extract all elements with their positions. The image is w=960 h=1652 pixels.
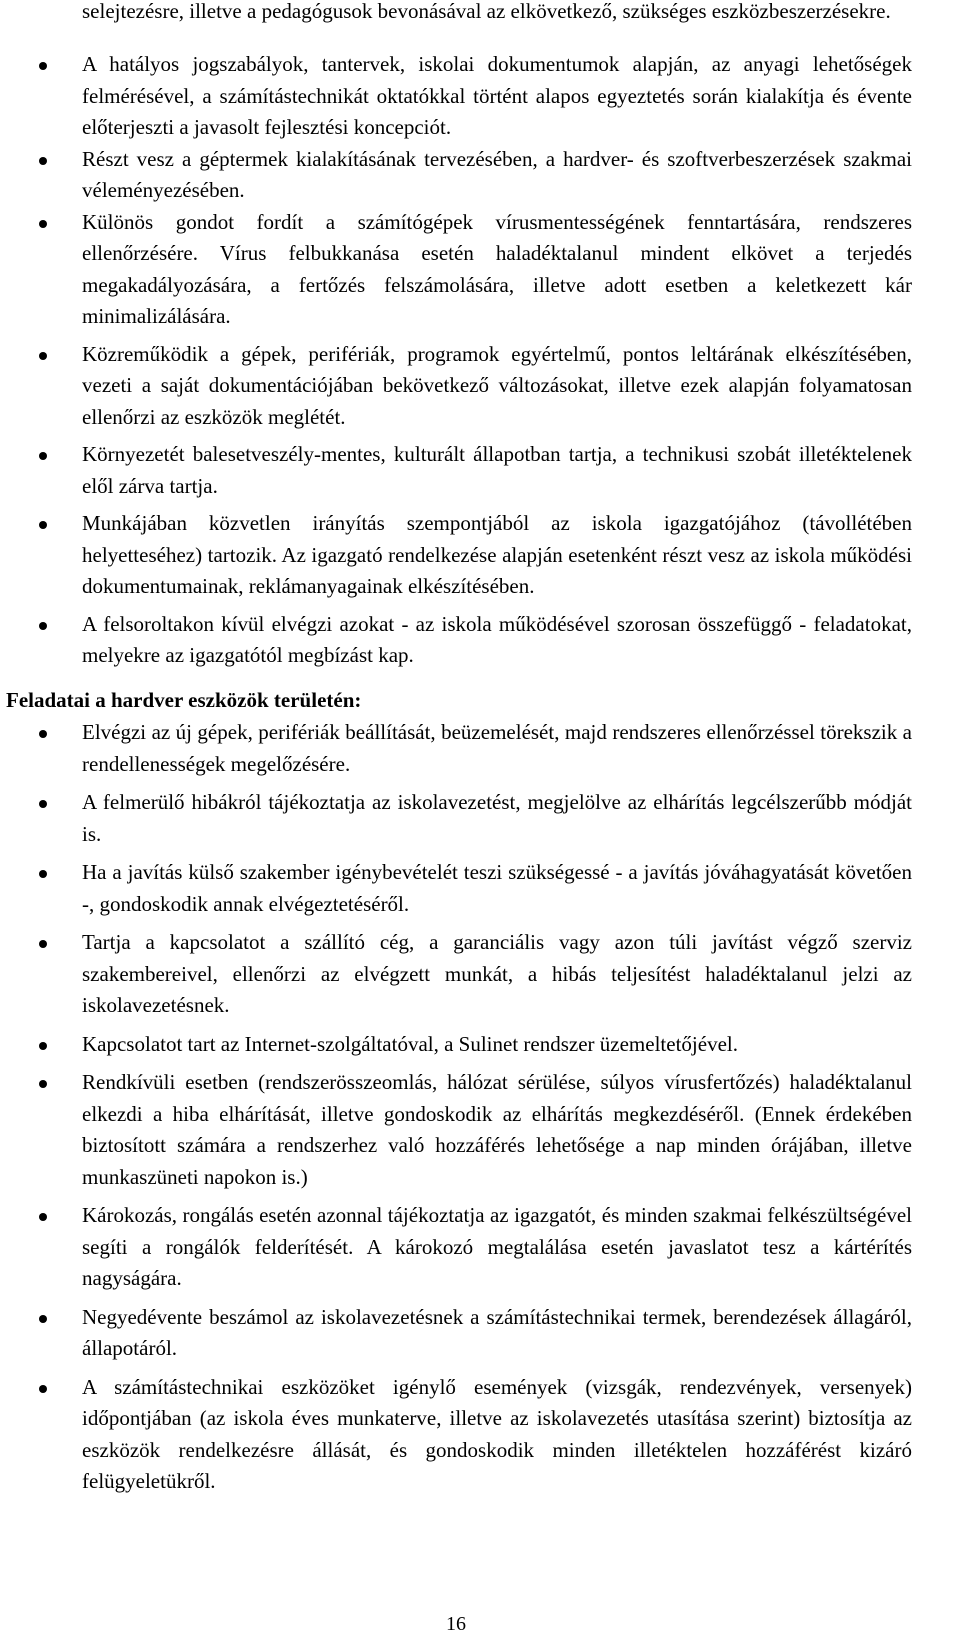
list-item-text: Különös gondot fordít a számítógépek vírusmentességének fenntartására, rendszeres ellenőrzésére. Vírus felbukkanása esetén haladéktalanul mindent elkövet a terjedés megakadályozására, a fertőzés felszámolására, illetve adott esetben a keletkezett kár minimalizálására. (82, 209, 912, 328)
list-item-text: Elvégzi az új gépek, perifériák beállítását, beüzemelését, majd rendszeres ellenőrzéssel törekszik a rendellenességek megelőzésére. (82, 720, 912, 776)
list-item-text: Részt vesz a géptermek kialakításának tervezésében, a hardver- és szoftverbeszerzések szakmai véleményezésében. (82, 146, 912, 202)
list-item-text: Munkájában közvetlen irányítás szempontjából az iskola igazgatójához (távollétében helyetteséhez) tartozik. Az igazgató rendelkezése alapján esetenként részt vesz az iskola működési dokumentumainak, reklámanyagainak elkészítésében. (82, 511, 912, 598)
bullet-icon (39, 521, 47, 529)
bullet-icon (39, 1315, 47, 1323)
bullet-icon (39, 1080, 47, 1088)
list-item-text: Környezetét balesetveszély-mentes, kulturált állapotban tartja, a technikusi szobát illetéktelenek elől zárva tartja. (82, 442, 912, 498)
list-item-text: Károkozás, rongálás esetén azonnal tájékoztatja az igazgatót, és minden szakmai felkészültségével segíti a rongálók felderítését. A károkozó megtalálása esetén javaslatot tesz a kártérítés nagyságára. (82, 1203, 912, 1290)
list-item (0, 1372, 912, 1498)
bullet-icon (39, 452, 47, 460)
list-item-text: Tartja a kapcsolatot a szállító cég, a garanciális vagy azon túli javítást végző szerviz szakembereivel, ellenőrzi az elvégzett munkát, a hibás teljesítést haladéktalanul jelzi az iskolavezetésnek. (82, 930, 912, 1017)
section-heading: Feladatai a hardver eszközök területén: (6, 688, 362, 712)
list-item (0, 927, 912, 1022)
list-item (0, 609, 912, 672)
list-item (0, 144, 912, 207)
list-item (0, 49, 912, 144)
bullet-icon (39, 870, 47, 878)
list-item (0, 339, 912, 434)
bullet-icon (39, 622, 47, 630)
continuation-paragraph: selejtezésre, illetve a pedagógusok bevonásával az elkövetkező, szükséges eszközbeszerzésekre. (82, 0, 891, 23)
list-item (0, 508, 912, 603)
bullet-icon (39, 62, 47, 70)
page-number: 16 (446, 1613, 466, 1635)
duties-list (0, 49, 912, 672)
list-item (0, 1302, 912, 1365)
list-item (0, 717, 912, 780)
list-item-text: Kapcsolatot tart az Internet-szolgáltatóval, a Sulinet rendszer üzemeltetőjével. (82, 1031, 738, 1056)
list-item-text: A hatályos jogszabályok, tantervek, iskolai dokumentumok alapján, az anyagi lehetőségek felmérésével, a számítástechnikát oktatókkal történt alapos egyeztetés során kialakítja és évente előterjeszti a javasolt fejlesztési koncepciót. (82, 52, 912, 139)
list-item (0, 787, 912, 850)
bullet-icon (39, 157, 47, 165)
bullet-icon (39, 220, 47, 228)
bullet-icon (39, 730, 47, 738)
list-item (0, 1067, 912, 1193)
bullet-icon (39, 352, 47, 360)
list-item-text: Ha a javítás külső szakember igénybevételét teszi szükségessé - a javítás jóváhagyatását követően -, gondoskodik annak elvégeztetéséről. (82, 860, 912, 916)
list-item (0, 1200, 912, 1295)
list-item (0, 207, 912, 333)
bullet-icon (39, 940, 47, 948)
list-item-text: Negyedévente beszámol az iskolavezetésnek a számítástechnikai termek, berendezések állagáról, állapotáról. (82, 1304, 912, 1360)
list-item (0, 1029, 912, 1061)
list-item-text: A felmerülő hibákról tájékoztatja az iskolavezetést, megjelölve az elhárítás legcélszerűbb módját is. (82, 790, 912, 846)
bullet-icon (39, 1385, 47, 1393)
list-item (0, 857, 912, 920)
bullet-icon (39, 1042, 47, 1050)
list-item-text: A számítástechnikai eszközöket igénylő események (vizsgák, rendezvények, versenyek) időpontjában (az iskola éves munkaterve, illetve az iskolavezetés utasítása szerint) biztosítja az eszközök rendelkezésre állását, és gondoskodik minden illetéktelen hozzáférést kizáró felügyeletükről. (82, 1374, 912, 1493)
bullet-icon (39, 800, 47, 808)
list-item-text: Közreműködik a gépek, perifériák, programok egyértelmű, pontos leltárának elkészítésében, vezeti a saját dokumentációjában bekövetkező változásokat, illetve ezek alapján folyamatosan ellenőrzi az eszközök meglétét. (82, 341, 912, 429)
list-item-text: Rendkívüli esetben (rendszerösszeomlás, hálózat sérülése, súlyos vírusfertőzés) haladéktalanul elkezdi a hiba elhárítását, illetve gondoskodik az elhárítás megkezdéséről. (Ennek érdekében biztosított számára a rendszerhez való hozzáférés lehetősége a nap minden órájában, illetve munkaszüneti napokon is.) (82, 1070, 912, 1189)
list-item (0, 439, 912, 502)
bullet-icon (39, 1213, 47, 1221)
hardware-duties-list (0, 717, 912, 1498)
list-item-text: A felsoroltakon kívül elvégzi azokat - az iskola működésével szorosan összefüggő - feladatokat, melyekre az igazgatótól megbízást kap. (82, 611, 912, 667)
